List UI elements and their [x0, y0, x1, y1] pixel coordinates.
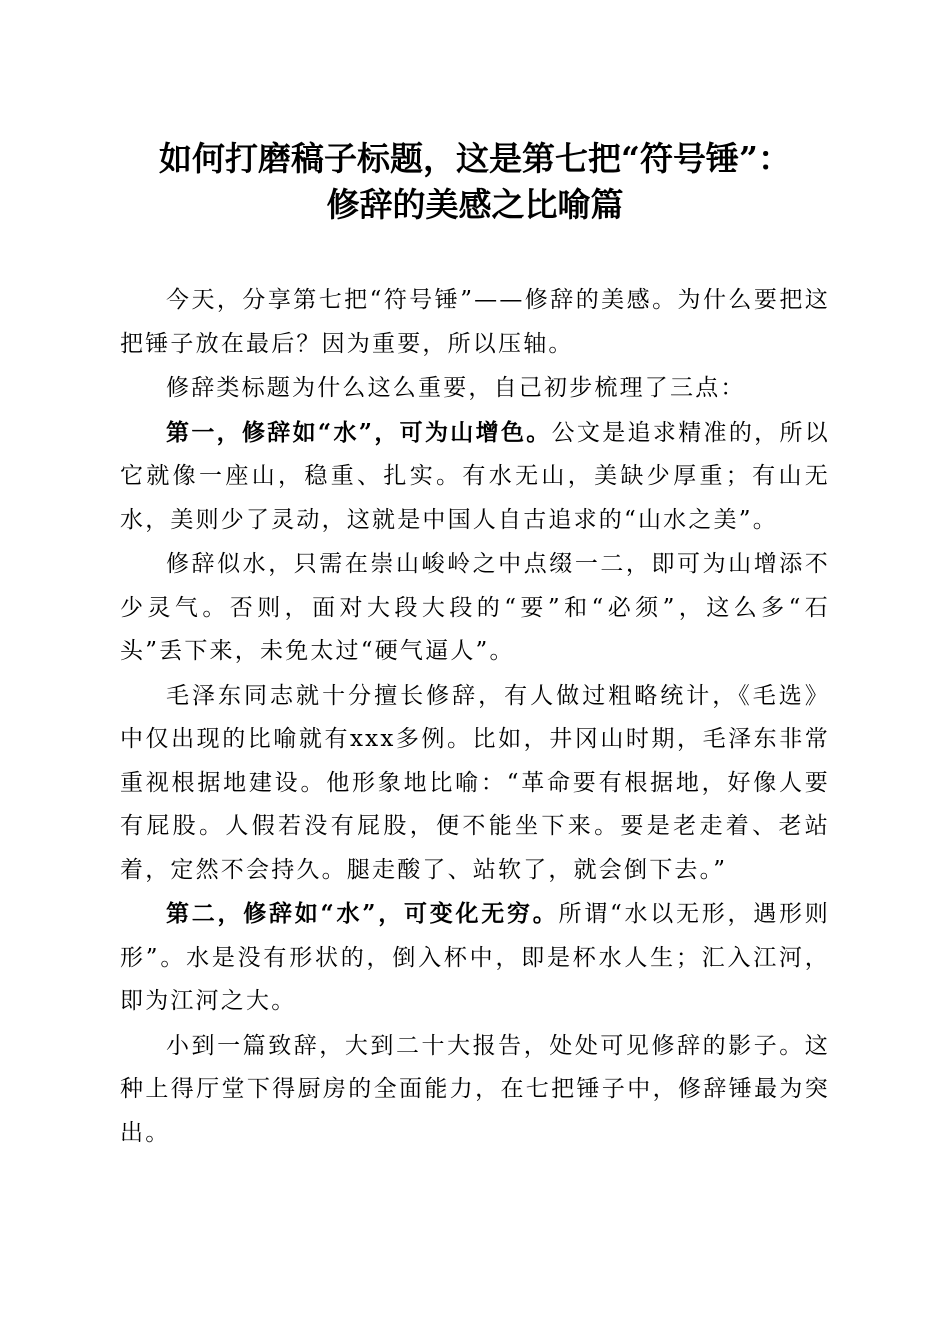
- document-title-line-1: 如何打磨稿子标题，这是第七把“符号锤”：: [159, 139, 791, 178]
- paragraph-text: 毛泽东同志就十分擅长修辞，有人做过粗略统计，《毛选》中仅出现的比喻就有xxx多例。比如，井冈山时期，毛泽东非常重视根据地建设。他形象地比喻：“革命要有根据地，好像人要有屁股。人假若没有屁股，便不能坐下来。要是老走着、老站着，定然不会持久。腿走酸了、站软了，就会倒下去。”: [120, 682, 830, 883]
- paragraph-3: [120, 411, 830, 543]
- paragraph-lead: 第一，修辞如“水”，可为山增色。: [166, 418, 552, 446]
- paragraph-text: 所谓“水以无形，遇形则形”。水是没有形状的，倒入杯中，即是杯水人生；汇入江河，即为江河之大。: [120, 901, 830, 1014]
- paragraph-text: 修辞似水，只需在崇山峻岭之中点缀一二，即可为山增添不少灵气。否则，面对大段大段的“要”和“必须”，这么多“石头”丢下来，未免太过“硬气逼人”。: [120, 551, 830, 664]
- document-title-line-2: 修辞的美感之比喻篇: [326, 185, 624, 224]
- paragraph-7: [120, 1024, 830, 1156]
- paragraph-4: [120, 542, 830, 674]
- paragraph-text: 修辞类标题为什么这么重要，自己初步梳理了三点：: [166, 375, 746, 401]
- paragraph-5: [120, 674, 830, 893]
- paragraph-1: [120, 278, 830, 366]
- paragraph-text: 小到一篇致辞，大到二十大报告，处处可见修辞的影子。这种上得厅堂下得厨房的全面能力，在七把锤子中，修辞锤最为突出。: [120, 1032, 830, 1146]
- paragraph-text: 公文是追求精准的，所以它就像一座山，稳重、扎实。有水无山，美缺少厚重；有山无水，美则少了灵动，这就是中国人自古追求的“山水之美”。: [120, 419, 830, 533]
- paragraph-text: 今天，分享第七把“符号锤”——修辞的美感。为什么要把这把锤子放在最后？因为重要，所以压轴。: [120, 287, 830, 357]
- paragraph-2: [120, 366, 830, 411]
- document-body: [120, 278, 830, 1155]
- paragraph-lead: 第二，修辞如“水”，可变化无穷。: [166, 900, 559, 927]
- paragraph-6: [120, 892, 830, 1024]
